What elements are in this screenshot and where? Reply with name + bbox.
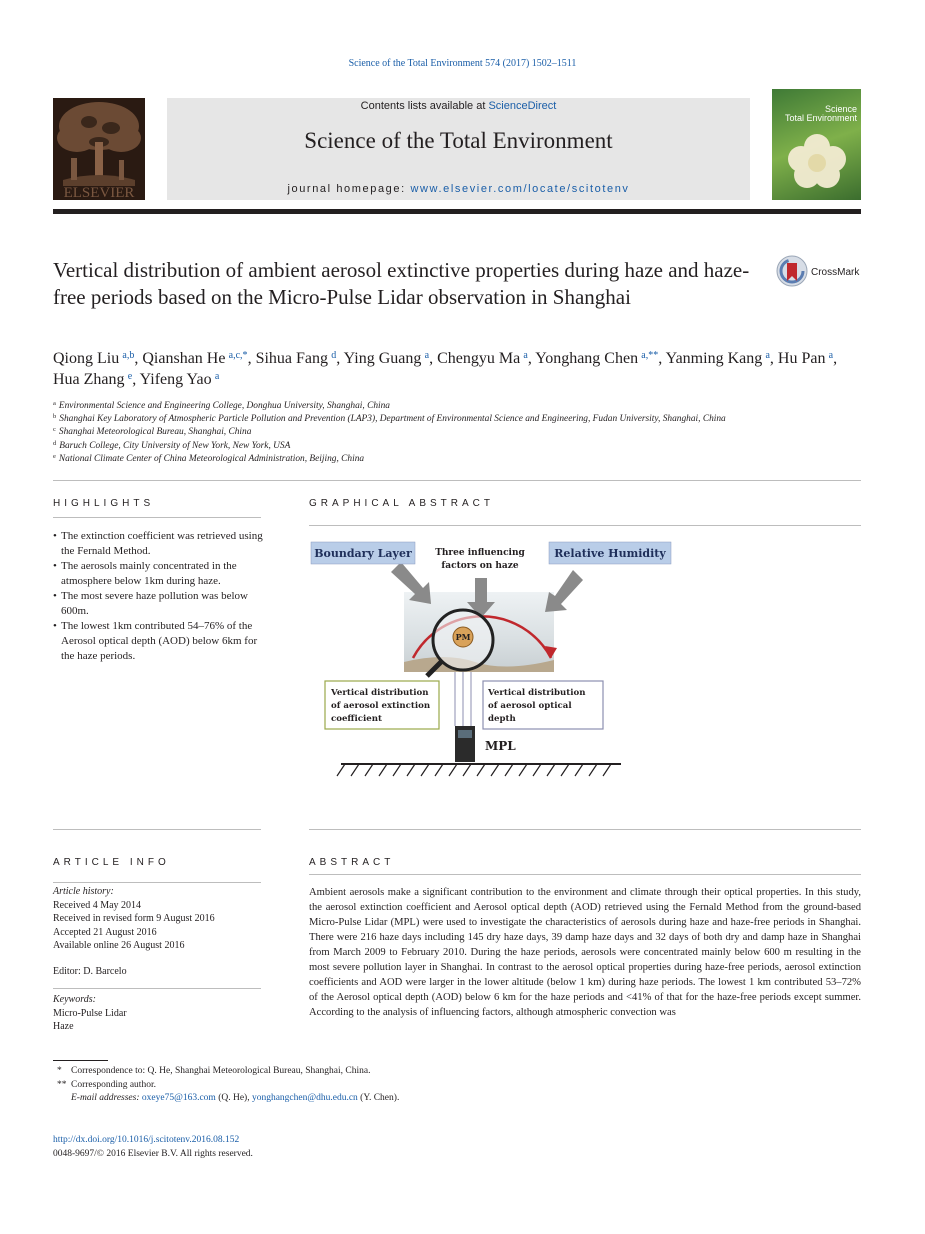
keywords-label: Keywords:: [53, 994, 96, 1005]
journal-header-box: [167, 98, 750, 200]
copyright: 0048-9697/© 2016 Elsevier B.V. All rights reserved.: [53, 1148, 253, 1159]
graphical-abstract-diagram: [305, 530, 680, 790]
author-affiliation-mark: d: [331, 350, 337, 361]
affiliation: $^d$ Baruch College, City University of New York, New York, USA: [53, 439, 291, 451]
graphical-abstract-figure[interactable]: [305, 530, 680, 790]
section-divider: [53, 480, 861, 481]
accepted-date: Accepted 21 August 2016: [53, 926, 157, 938]
pm-label: PM: [455, 632, 471, 642]
affiliation-list: [53, 400, 853, 466]
keywords: [53, 993, 261, 1034]
affiliation: $^e$ National Climate Center of China Meteorological Administration, Beijing, China: [53, 452, 365, 464]
crossmark-button[interactable]: [776, 255, 866, 289]
graphical-abstract-rule: [309, 525, 861, 526]
crossmark-label: CrossMark: [811, 267, 860, 278]
footnote-mark: *: [57, 1066, 62, 1076]
email-owner: (Q. He),: [218, 1093, 250, 1103]
journal-masthead: [53, 89, 861, 201]
cover-title: [778, 105, 857, 123]
article-history-label: Article history:: [53, 886, 114, 897]
journal-homepage-link[interactable]: www.elsevier.com/locate/scitotenv: [410, 183, 630, 195]
author[interactable]: Qiong Liu $^{a,b}$,: [53, 350, 143, 367]
online-date: Available online 26 August 2016: [53, 940, 185, 951]
doi-block: [53, 1134, 453, 1161]
keyword: Haze: [53, 1021, 74, 1032]
author[interactable]: Ying Guang $^a$,: [343, 350, 438, 367]
author-affiliation-mark: a,**: [641, 350, 659, 361]
ground-hatching: [337, 764, 611, 776]
email-label: E-mail addresses:: [71, 1093, 140, 1103]
article-title: Vertical distribution of ambient aerosol extinctive properties during haze and haze-free periods based on the Micro-Pulse Lidar observation in Shanghai: [53, 258, 750, 309]
author-affiliation-mark: a: [523, 350, 528, 361]
elsevier-wordmark: ELSEVIER: [63, 185, 135, 200]
section-divider: [309, 829, 861, 830]
masthead-rule: [53, 209, 861, 214]
author-affiliation-mark: a,b: [122, 350, 135, 361]
journal-citation[interactable]: Science of the Total Environment 574 (2017) 1502–1511: [348, 58, 577, 69]
mpl-label: MPL: [485, 739, 516, 753]
contents-line: [167, 100, 750, 112]
highlight-item: • The most severe haze pollution was below 600m.: [53, 589, 263, 619]
extinction-box-line1: Vertical distribution: [331, 688, 429, 698]
relative-humidity-arrow-icon: [545, 570, 583, 612]
footnote-correspondence: * Correspondence to: Q. He, Shanghai Meteorological Bureau, Shanghai, China.: [53, 1065, 653, 1079]
highlight-item: • The aerosols mainly concentrated in the atmosphere below 1km during haze.: [53, 559, 263, 589]
article-history: [53, 885, 261, 953]
article-info-heading: ARTICLE INFO: [53, 857, 170, 868]
author[interactable]: Hu Pan $^a$,: [777, 350, 838, 367]
author-affiliation-mark: a: [765, 350, 770, 361]
contents-prefix: Contents lists available at: [360, 100, 486, 112]
author[interactable]: Qianshan He $^{a,c,*}$,: [142, 350, 256, 367]
highlight-item: • The lowest 1km contributed 54–76% of the Aerosol optical depth (AOD) below 6km for the haze periods.: [53, 619, 263, 664]
crossmark-icon: [776, 255, 808, 287]
footnote-mark: **: [57, 1079, 67, 1090]
keyword: Micro-Pulse Lidar: [53, 1007, 127, 1019]
highlights-heading: HIGHLIGHTS: [53, 498, 155, 509]
footnote-corresponding-author: ** Corresponding author.: [53, 1079, 653, 1093]
abstract-heading: ABSTRACT: [309, 857, 395, 868]
cover-flower-icon: [786, 133, 848, 189]
doi-link[interactable]: http://dx.doi.org/10.1016/j.scitotenv.2016.08.152: [53, 1135, 240, 1145]
article-info-rule: [53, 882, 261, 883]
author-list: [53, 348, 865, 390]
optical-depth-box-line2: of aerosol optical: [488, 701, 572, 711]
cover-title-line1: Science: [824, 104, 857, 114]
email-link[interactable]: oxeye75@163.com: [141, 1093, 216, 1103]
author-affiliation-mark: a: [214, 371, 220, 382]
affiliation: $^c$ Shanghai Meteorological Bureau, Shanghai, China: [53, 426, 252, 438]
email-owner: (Y. Chen).: [360, 1093, 400, 1103]
sciencedirect-link[interactable]: ScienceDirect: [488, 100, 557, 112]
abstract-rule: [309, 874, 861, 875]
author-affiliation-mark: e: [127, 371, 133, 382]
author-affiliation-mark: a: [424, 350, 430, 361]
author[interactable]: Sihua Fang $^d$,: [255, 350, 344, 367]
footnote-emails: [53, 1092, 653, 1106]
section-divider: [53, 829, 261, 830]
journal-homepage-line: [167, 183, 750, 195]
affiliation: $^a$ Environmental Science and Engineering College, Donghua University, Shanghai, China: [53, 400, 390, 411]
extinction-box-line3: coefficient: [331, 714, 382, 724]
footnotes: [53, 1065, 653, 1106]
graphical-abstract-heading: GRAPHICAL ABSTRACT: [309, 498, 494, 509]
highlights-list: [53, 529, 263, 664]
revised-date: Received in revised form 9 August 2016: [53, 913, 215, 924]
optical-depth-box-line1: Vertical distribution: [488, 688, 586, 698]
three-factors-label-line2: factors on haze: [441, 561, 519, 571]
author[interactable]: Hua Zhang $^e$,: [53, 371, 140, 388]
optical-depth-box-line3: depth: [488, 714, 516, 724]
three-factors-label-line1: Three influencing: [435, 548, 525, 558]
keywords-rule: [53, 988, 261, 989]
author[interactable]: Chengyu Ma $^a$,: [437, 350, 536, 367]
journal-cover-thumbnail[interactable]: [772, 89, 861, 200]
highlight-item: • The extinction coefficient was retrieved using the Fernald Method.: [53, 529, 263, 559]
abstract-text: Ambient aerosols make a significant contribution to the environment and climate through their optical properties. In this study, the aerosol extinction coefficient and Aerosol optical depth (AOD) retrieved using the Fernald Method from the ground-based Micro-Pulse Lidar (MPL) were used to investigate the characteristics of aerosols during haze and haze-free periods in Shanghai. There were 216 haze days including 145 dry haze days, 39 damp haze days and 32 days of both dry and damp haze in Shanghai from March 2009 to February 2010. During the haze periods, aerosols were concentrated mainly below 600 m resulting in the most severe pollution layer in Shanghai. In contrast to the aerosol optical properties during haze-free periods, aerosol extinction coefficients and AOD were larger in the lower altitude (below 1 km) during haze periods. The lowest 1 km contributed 53–72% of the Aerosol optical depth (AOD) below 6 km for the haze periods and <41% of that for the haze-free periods except summer. According to the analysis of influencing factors, although atmospheric convection was: [309, 887, 861, 1018]
elsevier-tree-icon: [53, 98, 145, 200]
cover-title-line2: Total Environment: [784, 113, 857, 123]
affiliation: $^b$ Shanghai Key Laboratory of Atmospheric Particle Pollution and Prevention (LAP3), Department of Environmental Science and Engineering, Fudan University, Shanghai, China: [53, 413, 726, 425]
author-affiliation-mark: a: [828, 350, 834, 361]
author[interactable]: Yonghang Chen $^{a,**}$,: [535, 350, 666, 367]
editor: Editor: D. Barcelo: [53, 966, 127, 977]
journal-title: Science of the Total Environment: [304, 128, 613, 153]
author-affiliation-mark: a,c,*: [228, 350, 248, 361]
elsevier-logo[interactable]: [53, 98, 145, 200]
boundary-layer-label: Boundary Layer: [314, 547, 412, 560]
mpl-device-window: [458, 730, 472, 738]
relative-humidity-label: Relative Humidity: [554, 547, 666, 560]
author[interactable]: Yanming Kang $^a$,: [665, 350, 778, 367]
received-date: Received 4 May 2014: [53, 899, 142, 911]
footnote-rule: [53, 1060, 108, 1061]
extinction-box-line2: of aerosol extinction: [331, 701, 431, 711]
highlights-rule: [53, 517, 261, 518]
author[interactable]: Yifeng Yao $^a$: [139, 371, 220, 388]
homepage-prefix: journal homepage:: [287, 183, 406, 195]
email-link[interactable]: yonghangchen@dhu.edu.cn: [251, 1093, 358, 1103]
